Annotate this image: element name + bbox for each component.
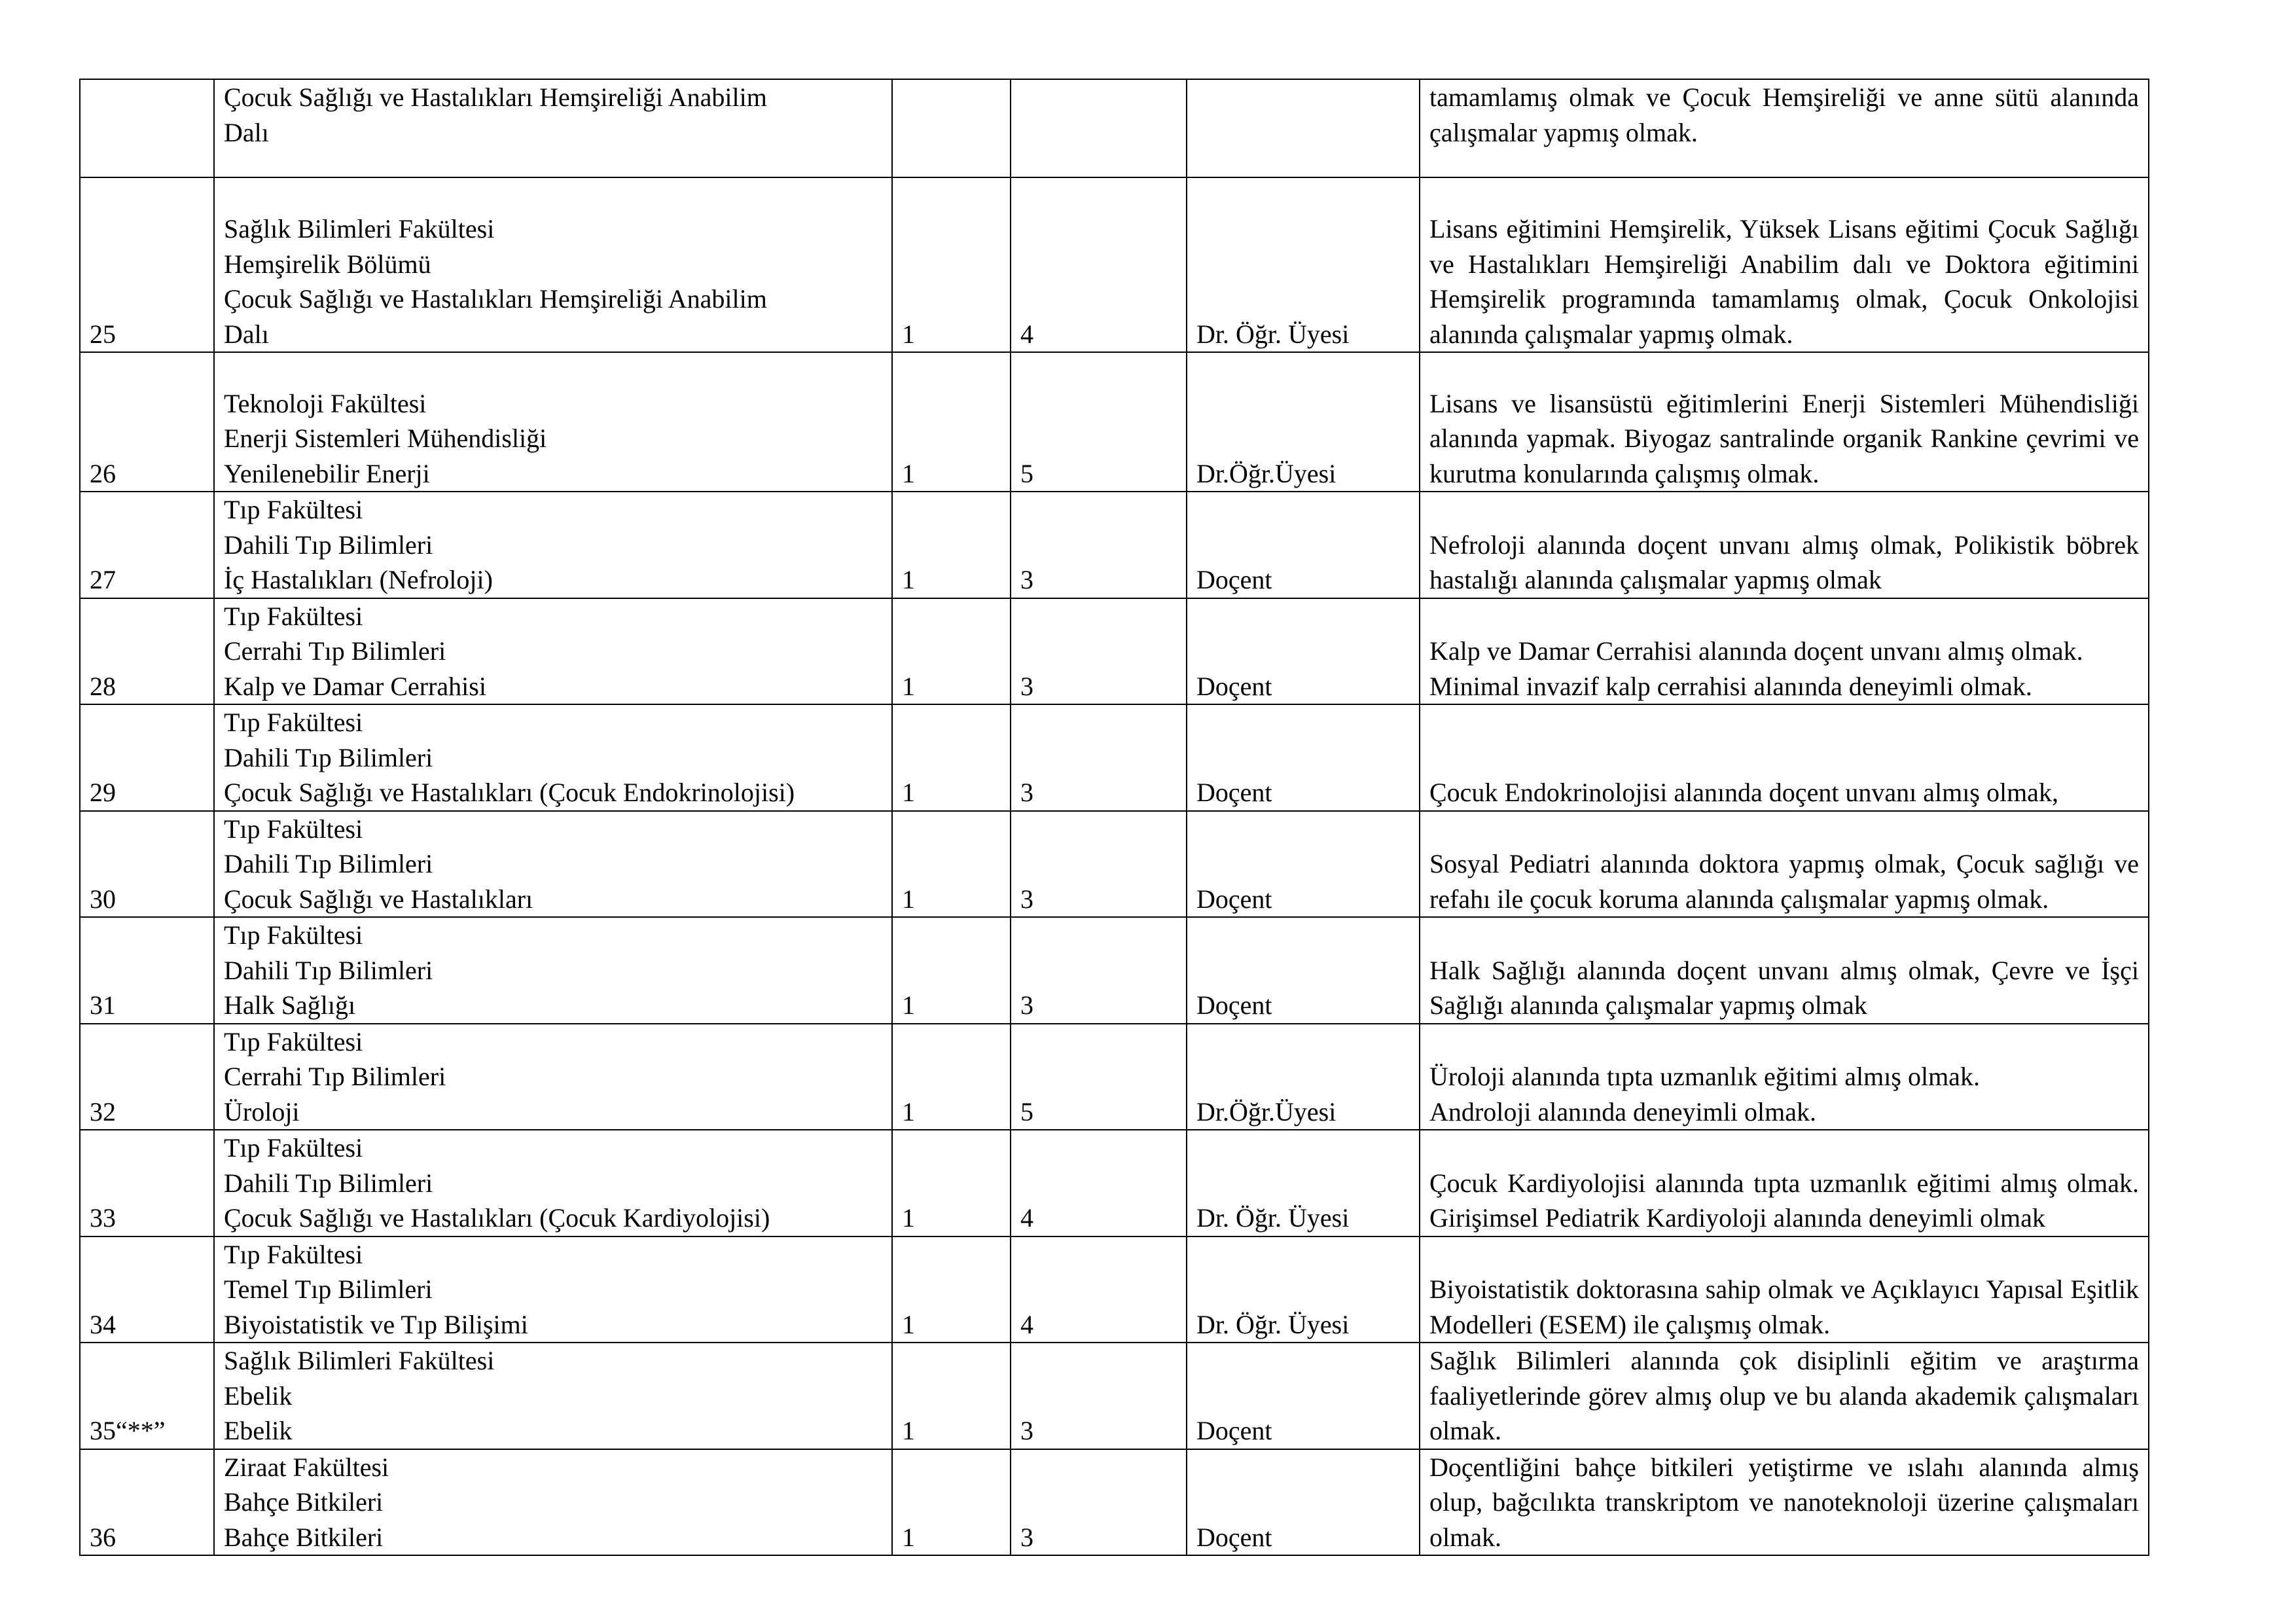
row-number: 33	[80, 1130, 214, 1236]
unit-line: Dahili Tıp Bilimleri	[224, 742, 433, 772]
position-count	[892, 79, 1011, 177]
position-degree: 5	[1011, 352, 1187, 492]
unit-line: Yenilenebilir Enerji	[224, 458, 430, 488]
unit-line: Temel Tıp Bilimleri	[224, 1274, 433, 1304]
unit-line: Bahçe Bitkileri	[224, 1487, 384, 1517]
requirement-cell	[1420, 1024, 2149, 1130]
requirement-text: Çocuk Kardiyolojisi alanında tıpta uzmanlık eğitimi almış olmak. Girişimsel Pediatrik Kardiyoloji alanında deneyimli olmak	[1420, 1130, 2149, 1236]
position-degree: 4	[1011, 177, 1187, 352]
unit-cell	[214, 1449, 892, 1556]
requirement-text: Sosyal Pediatri alanında doktora yapmış olmak, Çocuk sağlığı ve refahı ile çocuk koruma alanında çalışmalar yapmış olmak.	[1420, 811, 2149, 918]
unit-line: Bahçe Bitkileri	[224, 1522, 384, 1552]
row-number: 26	[80, 352, 214, 492]
position-title: Doçent	[1187, 917, 1420, 1024]
table-row	[80, 1236, 2149, 1343]
position-degree: 5	[1011, 1024, 1187, 1130]
row-number: 32	[80, 1024, 214, 1130]
row-number: 36	[80, 1449, 214, 1556]
unit-line: Çocuk Sağlığı ve Hastalıkları (Çocuk Endokrinolojisi)	[224, 778, 795, 807]
position-count: 1	[892, 917, 1011, 1024]
position-title: Dr. Öğr. Üyesi	[1187, 1236, 1420, 1343]
unit-line: Ziraat Fakültesi	[224, 1452, 389, 1482]
position-count: 1	[892, 704, 1011, 811]
unit-line: Halk Sağlığı	[224, 990, 356, 1020]
position-degree: 3	[1011, 1343, 1187, 1449]
unit-cell	[214, 1024, 892, 1130]
unit-line: Dalı	[224, 117, 269, 147]
table-row	[80, 1024, 2149, 1130]
position-count: 1	[892, 1130, 1011, 1236]
unit-line: Enerji Sistemleri Mühendisliği	[224, 424, 547, 453]
position-title: Doçent	[1187, 598, 1420, 705]
position-title: Doçent	[1187, 811, 1420, 918]
unit-line: Dahili Tıp Bilimleri	[224, 955, 433, 985]
requirement-text: Lisans eğitimini Hemşirelik, Yüksek Lisans eğitimi Çocuk Sağlığı ve Hastalıkları Hemşireliği Anabilim dalı ve Doktora eğitimini Hemşirelik programında tamamlamış olmak, Çocuk Onkolojisi alanında çalışmalar yapmış olmak.	[1420, 177, 2149, 352]
position-count: 1	[892, 352, 1011, 492]
table-row	[80, 1449, 2149, 1556]
position-title	[1187, 79, 1420, 177]
position-title: Dr.Öğr.Üyesi	[1187, 1024, 1420, 1130]
position-count: 1	[892, 1449, 1011, 1556]
requirement-text: Nefroloji alanında doçent unvanı almış olmak, Polikistik böbrek hastalığı alanında çalışmalar yapmış olmak	[1420, 492, 2149, 598]
requirement-text: Doçentliğini bahçe bitkileri yetiştirme ve ıslahı alanında almış olup, bağcılıkta transkriptom ve nanoteknoloji üzerine çalışmaları olmak.	[1420, 1449, 2149, 1556]
unit-line: Çocuk Sağlığı ve Hastalıkları	[224, 884, 533, 914]
row-number: 25	[80, 177, 214, 352]
requirement-text: tamamlamış olmak ve Çocuk Hemşireliği ve anne sütü alanında çalışmalar yapmış olmak.	[1420, 79, 2149, 177]
unit-cell	[214, 177, 892, 352]
table-row	[80, 79, 2149, 177]
unit-line: Dahili Tıp Bilimleri	[224, 530, 433, 560]
position-title: Doçent	[1187, 704, 1420, 811]
unit-cell	[214, 811, 892, 918]
unit-line: Tıp Fakültesi	[224, 1026, 363, 1056]
unit-line: Teknoloji Fakültesi	[224, 388, 427, 418]
unit-line: Ebelik	[224, 1416, 293, 1445]
position-count: 1	[892, 1343, 1011, 1449]
unit-line: Sağlık Bilimleri Fakültesi	[224, 214, 495, 244]
unit-line: Cerrahi Tıp Bilimleri	[224, 636, 446, 666]
position-title: Dr. Öğr. Üyesi	[1187, 177, 1420, 352]
unit-line: Dalı	[224, 319, 269, 349]
requirement-text: Lisans ve lisansüstü eğitimlerini Enerji Sistemleri Mühendisliği alanında yapmak. Biyogaz santralinde organik Rankine çevrimi ve kurutma konularında çalışmış olmak.	[1420, 352, 2149, 492]
requirement-text: Biyoistatistik doktorasına sahip olmak ve Açıklayıcı Yapısal Eşitlik Modelleri (ESEM) ile çalışmış olmak.	[1420, 1236, 2149, 1343]
unit-line: Tıp Fakültesi	[224, 601, 363, 631]
unit-line: Cerrahi Tıp Bilimleri	[224, 1062, 446, 1091]
unit-cell	[214, 492, 892, 598]
position-title: Dr. Öğr. Üyesi	[1187, 1130, 1420, 1236]
unit-line: Tıp Fakültesi	[224, 1239, 363, 1269]
unit-line: Kalp ve Damar Cerrahisi	[224, 671, 486, 701]
unit-line: Biyoistatistik ve Tıp Bilişimi	[224, 1309, 528, 1339]
position-count: 1	[892, 177, 1011, 352]
position-title: Doçent	[1187, 1449, 1420, 1556]
requirement-text: Kalp ve Damar Cerrahisi alanında doçent unvanı almış olmak.	[1429, 636, 2083, 666]
unit-cell	[214, 352, 892, 492]
requirement-text-extra: Androloji alanında deneyimli olmak.	[1429, 1096, 1816, 1127]
position-degree: 3	[1011, 704, 1187, 811]
position-title: Dr.Öğr.Üyesi	[1187, 352, 1420, 492]
unit-line: Çocuk Sağlığı ve Hastalıkları Hemşireliği Anabilim	[224, 82, 767, 112]
position-degree: 3	[1011, 917, 1187, 1024]
position-degree: 4	[1011, 1130, 1187, 1236]
staff-position-table	[79, 79, 2149, 1556]
position-degree: 3	[1011, 598, 1187, 705]
table-row	[80, 1130, 2149, 1236]
unit-line: Ebelik	[224, 1380, 293, 1411]
table-row	[80, 917, 2149, 1024]
position-count: 1	[892, 1024, 1011, 1130]
unit-line: Çocuk Sağlığı ve Hastalıkları Hemşireliği Anabilim	[224, 284, 767, 314]
unit-line: Üroloji	[224, 1096, 300, 1127]
table-row	[80, 352, 2149, 492]
unit-line: Dahili Tıp Bilimleri	[224, 849, 433, 878]
position-degree: 3	[1011, 1449, 1187, 1556]
unit-cell	[214, 917, 892, 1024]
requirement-text: Çocuk Endokrinolojisi alanında doçent unvanı almış olmak,	[1420, 704, 2149, 811]
row-number: 35“**”	[80, 1343, 214, 1449]
unit-line: Hemşirelik Bölümü	[224, 249, 431, 279]
row-number: 34	[80, 1236, 214, 1343]
table-row	[80, 177, 2149, 352]
requirement-text: Üroloji alanında tıpta uzmanlık eğitimi almış olmak.	[1429, 1062, 1980, 1091]
row-number: 27	[80, 492, 214, 598]
position-title: Doçent	[1187, 492, 1420, 598]
position-degree: 3	[1011, 811, 1187, 918]
table-row	[80, 704, 2149, 811]
unit-line: Tıp Fakültesi	[224, 814, 363, 844]
position-degree: 4	[1011, 1236, 1187, 1343]
requirement-text: Halk Sağlığı alanında doçent unvanı almış olmak, Çevre ve İşçi Sağlığı alanında çalışmalar yapmış olmak	[1420, 917, 2149, 1024]
unit-line: Tıp Fakültesi	[224, 1133, 363, 1163]
unit-line: Sağlık Bilimleri Fakültesi	[224, 1346, 495, 1375]
row-number	[80, 79, 214, 177]
unit-line: İç Hastalıkları (Nefroloji)	[224, 565, 493, 594]
position-count: 1	[892, 811, 1011, 918]
position-title: Doçent	[1187, 1343, 1420, 1449]
unit-line: Tıp Fakültesi	[224, 708, 363, 737]
unit-line: Tıp Fakültesi	[224, 495, 363, 524]
position-count: 1	[892, 598, 1011, 705]
unit-line: Çocuk Sağlığı ve Hastalıkları (Çocuk Kardiyolojisi)	[224, 1203, 770, 1233]
unit-line: Tıp Fakültesi	[224, 920, 363, 950]
unit-cell	[214, 1130, 892, 1236]
row-number: 31	[80, 917, 214, 1024]
requirement-cell	[1420, 598, 2149, 705]
unit-cell	[214, 1343, 892, 1449]
requirement-text-extra: Minimal invazif kalp cerrahisi alanında deneyimli olmak.	[1429, 671, 2032, 701]
position-count: 1	[892, 492, 1011, 598]
unit-cell	[214, 79, 892, 177]
unit-cell	[214, 704, 892, 811]
table-row	[80, 1343, 2149, 1449]
unit-cell	[214, 598, 892, 705]
position-degree	[1011, 79, 1187, 177]
row-number: 30	[80, 811, 214, 918]
unit-cell	[214, 1236, 892, 1343]
table-row	[80, 598, 2149, 705]
table-row	[80, 492, 2149, 598]
unit-line: Dahili Tıp Bilimleri	[224, 1168, 433, 1198]
requirement-text: Sağlık Bilimleri alanında çok disiplinli eğitim ve araştırma faaliyetlerinde görev almış olup ve bu alanda akademik çalışmaları olmak.	[1420, 1343, 2149, 1449]
position-degree: 3	[1011, 492, 1187, 598]
row-number: 28	[80, 598, 214, 705]
position-count: 1	[892, 1236, 1011, 1343]
table-row	[80, 811, 2149, 918]
row-number: 29	[80, 704, 214, 811]
